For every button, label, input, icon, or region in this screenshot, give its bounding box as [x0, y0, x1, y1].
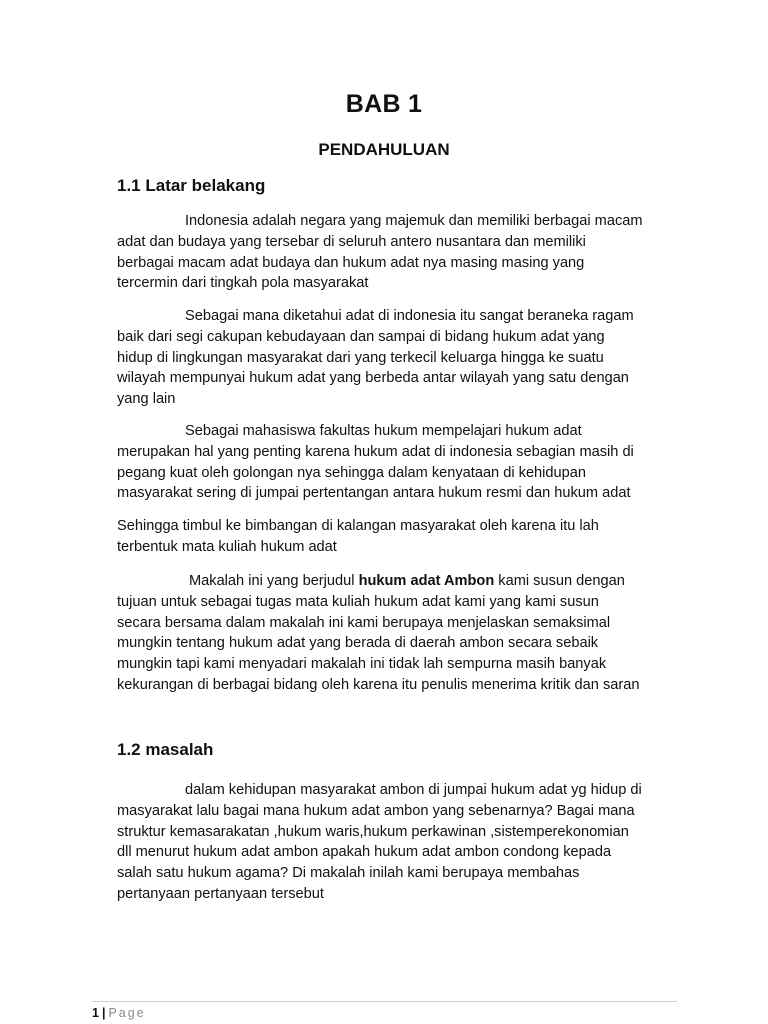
paragraph-4 — [117, 516, 677, 558]
paragraph-line: merupakan hal yang penting karena hukum adat di indonesia sebagian masih di — [117, 443, 634, 460]
paragraph-line: masyarakat lalu bagai mana hukum adat ambon yang sebenarnya? Bagai mana — [117, 802, 635, 819]
paragraph-line: terbentuk mata kuliah hukum adat — [117, 538, 337, 555]
paragraph-line: Sebagai mana diketahui adat di indonesia itu sangat beraneka ragam — [185, 308, 634, 324]
page-label: Page — [108, 1006, 146, 1020]
paragraph-makalah — [117, 571, 677, 696]
section-heading-latar-belakang: 1.1 Latar belakang — [117, 176, 266, 195]
paragraph-line: dll menurut hukum adat ambon apakah hukum adat ambon condong kepada — [117, 844, 612, 861]
paragraph-line — [117, 571, 677, 592]
makalah-text-after: kami susun dengan — [494, 573, 625, 589]
paragraph-line: masyarakat sering di jumpai pertentangan antara hukum resmi dan hukum adat — [117, 485, 631, 502]
paragraph-line: berbagai macam adat budaya dan hukum adat nya masing masing yang — [117, 254, 585, 271]
paragraph-line: Sebagai mahasiswa fakultas hukum mempelajari hukum adat — [185, 423, 582, 439]
paragraph-2 — [117, 306, 677, 410]
paragraph-line: kekurangan di berbagai bidang oleh karena itu penulis menerima kritik dan saran — [117, 676, 640, 693]
paragraph-line: pertanyaan pertanyaan tersebut — [117, 885, 324, 902]
paragraph-line: mungkin tentang hukum adat yang berada di daerah ambon secara sebaik — [117, 635, 599, 652]
page-footer — [92, 1006, 146, 1020]
paragraph-3 — [117, 421, 677, 504]
paragraph-line: secara bersama dalam makalah ini kami berupaya menjelaskan semaksimal — [117, 614, 611, 631]
makalah-text-before: Makalah ini yang berjudul — [189, 573, 359, 589]
chapter-title: BAB 1 — [345, 90, 423, 118]
chapter-subtitle: PENDAHULUAN — [318, 140, 450, 159]
footer-divider — [92, 1001, 677, 1002]
paragraph-line: Sehingga timbul ke bimbangan di kalangan masyarakat oleh karena itu lah — [117, 518, 599, 534]
paragraph-line: salah satu hukum agama? Di makalah inilah kami berupaya membahas — [117, 865, 580, 882]
paragraph-1 — [117, 211, 677, 294]
page-number: 1 — [92, 1006, 99, 1020]
paragraph-line: Indonesia adalah negara yang majemuk dan memiliki berbagai macam — [185, 213, 643, 229]
paragraph-line: wilayah mempunyai hukum adat yang berbeda antar wilayah yang satu dengan — [117, 370, 629, 387]
paragraph-masalah — [117, 780, 677, 905]
footer-separator: | — [101, 1006, 106, 1020]
paragraph-line: pegang kuat oleh golongan nya sehingga dalam kenyataan di kehidupan — [117, 464, 586, 481]
paragraph-line: struktur kemasarakatan ,hukum waris,hukum perkawinan ,sistemperekonomian — [117, 823, 629, 840]
paragraph-line: dalam kehidupan masyarakat ambon di jumpai hukum adat yg hidup di — [185, 782, 642, 798]
paragraph-line: adat dan budaya yang tersebar di seluruh antero nusantara dan memiliki — [117, 233, 586, 250]
makalah-title-bold: hukum adat Ambon — [358, 573, 495, 589]
section-heading-masalah: 1.2 masalah — [117, 740, 214, 759]
paragraph-line: baik dari segi cakupan kebudayaan dan sampai di bidang hukum adat yang — [117, 328, 605, 345]
paragraph-line: hidup di lingkungan masyarakat dari yang terkecil keluarga hingga ke suatu — [117, 349, 604, 366]
paragraph-line: tercermin dari tingkah pola masyarakat — [117, 275, 369, 292]
paragraph-line: yang lain — [117, 391, 176, 408]
paragraph-line: tujuan untuk sebagai tugas mata kuliah hukum adat kami yang kami susun — [117, 593, 599, 610]
paragraph-line: mungkin tapi kami menyadari makalah ini tidak lah sempurna masih banyak — [117, 656, 607, 673]
